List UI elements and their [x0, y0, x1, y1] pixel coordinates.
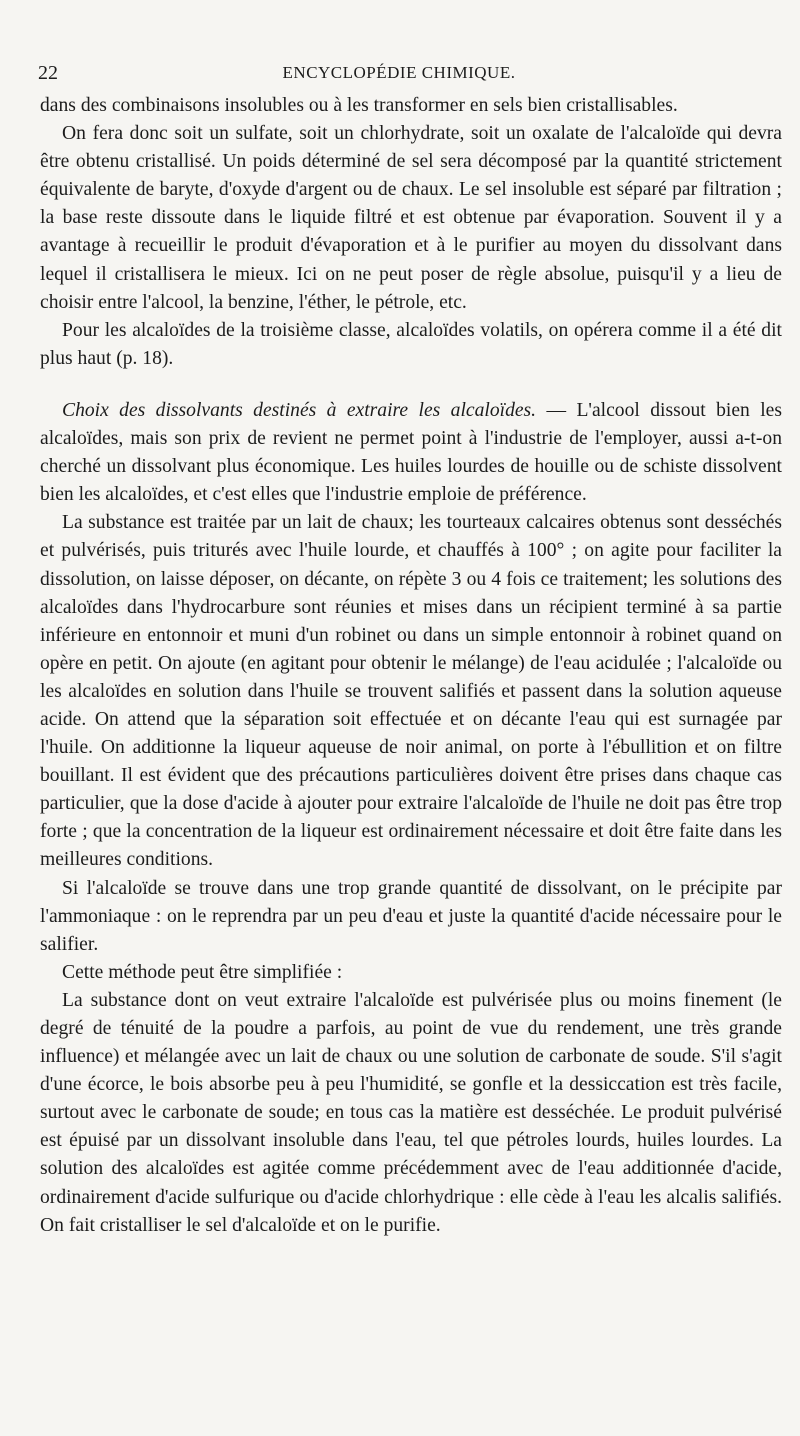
- paragraph-5: La substance est traitée par un lait de chaux; les tourteaux calcaires obtenus sont desséchés et pulvérisés, puis triturés avec l'huile lourde, et chauffés à 100° ; on agite pour faciliter la dissolution, on laisse déposer, on décante, on répète 3 ou 4 fois ce traitement; les solutions des alcaloïdes dans l'hydrocarbure sont réunies et mises dans un récipient terminé à sa partie inférieure en entonnoir et muni d'un robinet ou dans un simple entonnoir à robinet quand on opère en petit. On ajoute (en agitant pour obtenir le mélange) de l'eau acidulée ; l'alcaloïde ou les alcaloïdes en solution dans l'huile se trouvent salifiés et passent dans la solution aqueuse acide. On attend que la séparation soit effectuée et on décante l'eau qui est surnagée par l'huile. On additionne la liqueur aqueuse de noir animal, on porte à l'ébullition et on filtre bouillant. Il est évident que des précautions particulières doivent être prises dans chaque cas particulier, que la dose d'acide à ajouter pour extraire l'alcaloïde de l'huile ne doit pas être trop forte ; que la concentration de la liqueur est ordinairement nécessaire et doit être faite dans les meilleures conditions.: [40, 512, 782, 871]
- page-body: [40, 92, 782, 1240]
- paragraph-8: La substance dont on veut extraire l'alcaloïde est pulvérisée plus ou moins finement (le degré de ténuité de la poudre a parfois, au point de vue du rendement, une très grande influence) et mélangée avec un lait de chaux ou une solution de carbonate de soude. S'il s'agit d'une écorce, le bois absorbe peu à peu l'humidité, se gonfle et la dessiccation est très facile, surtout avec le carbonate de soude; en tous cas la matière est desséchée. Le produit pulvérisé est épuisé par un dissolvant insoluble dans l'eau, tel que pétroles lourds, huiles lourdes. La solution des alcaloïdes est agitée comme précédemment avec de l'eau additionnée d'acide, ordinairement d'acide sulfurique ou d'acide chlorhydrique : elle cède à l'eau les alcalis salifiés. On fait cristalliser le sel d'alcaloïde et on le purifie.: [40, 989, 782, 1236]
- page-header: [38, 62, 760, 88]
- running-title: ENCYCLOPÉDIE CHIMIQUE.: [282, 63, 516, 82]
- section-heading: Choix des dissolvants destinés à extraire les alcaloïdes.: [62, 399, 537, 421]
- section-heading-rest: — L'alcool dissout bien les alcaloïdes, mais son prix de revient ne permet point à l'industrie de l'employer, aussi a-t-on cherché un dissolvant plus économique. Les huiles lourdes de houille ou de schiste dissolvent bien les alcaloïdes, et c'est elles que l'industrie emploie de préférence.: [40, 399, 782, 506]
- paragraph-7: Cette méthode peut être simplifiée :: [62, 961, 343, 983]
- paragraph-1: dans des combinaisons insolubles ou à les transformer en sels bien cristallisables.: [40, 95, 678, 116]
- section-spacer: [40, 373, 782, 397]
- paragraph-6: Si l'alcaloïde se trouve dans une trop grande quantité de dissolvant, on le précipite par l'ammoniaque : on le reprendra par un peu d'eau et juste la quantité d'acide nécessaire pour le salifier.: [40, 877, 782, 955]
- paragraph-3: Pour les alcaloïdes de la troisième classe, alcaloïdes volatils, on opérera comme il a été dit plus haut (p. 18).: [40, 319, 782, 369]
- paragraph-2: On fera donc soit un sulfate, soit un chlorhydrate, soit un oxalate de l'alcaloïde qui devra être obtenu cristallisé. Un poids déterminé de sel sera décomposé par la quantité strictement équivalente de baryte, d'oxyde d'argent ou de chaux. Le sel insoluble est séparé par filtration ; la base reste dissoute dans le liquide filtré et est obtenue par évaporation. Souvent il y a avantage à recueillir le produit d'évaporation et à le purifier au moyen du dissolvant dans lequel il cristallisera le mieux. Ici on ne peut poser de règle absolue, puisqu'il y a lieu de choisir entre l'alcool, la benzine, l'éther, le pétrole, etc.: [40, 123, 782, 313]
- section-heading-paragraph: [40, 397, 782, 509]
- page-number: 22: [38, 62, 58, 84]
